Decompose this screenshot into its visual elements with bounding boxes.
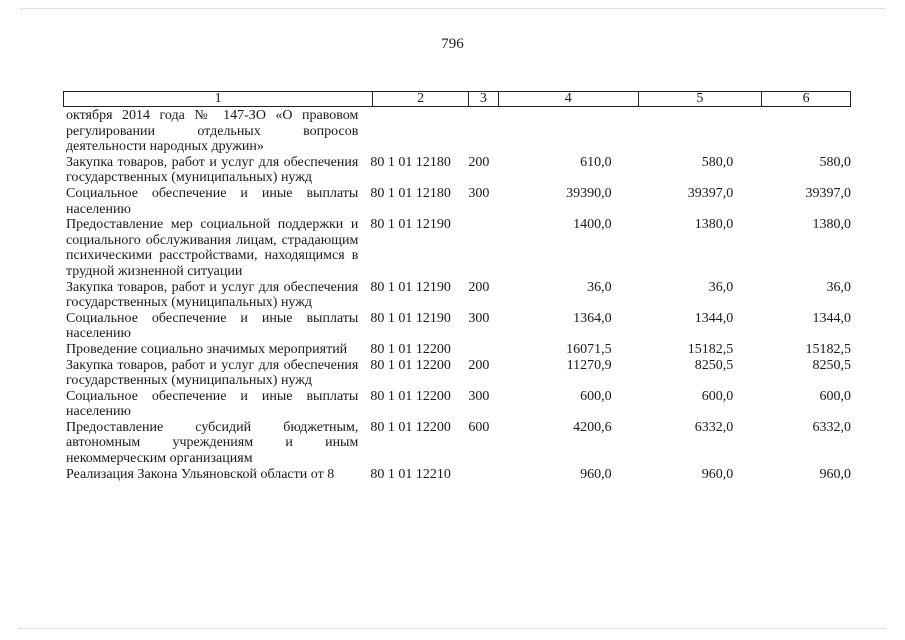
row-value-col6: 1380,0 xyxy=(812,217,851,233)
row-expense-type: 200 xyxy=(468,357,490,373)
row-value-col6: 36,0 xyxy=(826,279,851,295)
row-value-col4: 36,0 xyxy=(587,279,612,295)
table-row xyxy=(66,280,851,311)
row-value-col4: 1364,0 xyxy=(573,310,612,326)
row-value-col4: 600,0 xyxy=(580,388,612,404)
row-value-col6: 1344,0 xyxy=(812,310,851,326)
row-expense-type: 300 xyxy=(468,310,490,326)
page-number: 796 xyxy=(441,36,464,52)
scan-artifact-bottom xyxy=(20,628,885,630)
row-value-col4: 610,0 xyxy=(580,154,612,170)
row-value-col6: 15182,5 xyxy=(805,341,851,357)
row-value-col6: 6332,0 xyxy=(812,419,851,435)
row-code: 80 1 01 12190 xyxy=(370,217,451,233)
row-value-col5: 6332,0 xyxy=(694,419,734,435)
row-description: Предоставление субсидий бюджетным, автономным учреждениям и иным некоммерческим организациям xyxy=(66,419,359,467)
table-row xyxy=(66,186,851,217)
row-description: октября 2014 года № 147-ЗО «О правовом регулировании отдельных вопросов деятельности народных дружин» xyxy=(66,108,359,155)
table-body xyxy=(66,108,851,482)
row-description: Закупка товаров, работ и услуг для обеспечения государственных (муниципальных) нужд xyxy=(66,154,359,186)
table-row xyxy=(66,342,851,358)
row-description: Социальное обеспечение и иные выплаты населению xyxy=(66,388,359,420)
table-row xyxy=(66,467,851,483)
row-value-col5: 580,0 xyxy=(701,154,734,170)
table-row xyxy=(66,217,851,279)
row-code: 80 1 01 12180 xyxy=(370,154,451,170)
row-value-col5: 8250,5 xyxy=(694,357,734,373)
row-code: 80 1 01 12200 xyxy=(370,419,451,435)
row-value-col5: 960,0 xyxy=(701,466,734,482)
header-col-1: 1 xyxy=(64,92,373,106)
row-description: Закупка товаров, работ и услуг для обеспечения государственных (муниципальных) нужд xyxy=(66,279,359,311)
row-value-col4: 4200,6 xyxy=(573,419,612,435)
table-row xyxy=(66,358,851,389)
table-row xyxy=(66,108,851,155)
row-value-col4: 960,0 xyxy=(580,466,612,482)
row-code: 80 1 01 12200 xyxy=(370,341,451,357)
table-row xyxy=(66,311,851,342)
row-code: 80 1 01 12210 xyxy=(370,466,451,482)
table-row xyxy=(66,420,851,467)
row-expense-type: 300 xyxy=(468,388,490,404)
table-row xyxy=(66,389,851,420)
row-value-col4: 16071,5 xyxy=(566,341,612,357)
row-description: Предоставление мер социальной поддержки и социального обслуживания лицам, страдающим психическими расстройствами, находящимся в трудной жизненной ситуации xyxy=(66,217,359,279)
table-row xyxy=(66,155,851,186)
header-col-5: 5 xyxy=(639,92,763,106)
row-value-col6: 39397,0 xyxy=(805,185,851,201)
row-value-col6: 960,0 xyxy=(819,466,851,482)
row-code: 80 1 01 12200 xyxy=(370,357,451,373)
row-code: 80 1 01 12190 xyxy=(370,310,451,326)
scan-artifact-top xyxy=(20,8,885,10)
row-description: Социальное обеспечение и иные выплаты населению xyxy=(66,185,359,217)
row-description: Социальное обеспечение и иные выплаты населению xyxy=(66,310,359,342)
row-expense-type: 200 xyxy=(468,279,490,295)
row-value-col6: 8250,5 xyxy=(812,357,851,373)
row-code: 80 1 01 12200 xyxy=(370,388,451,404)
row-expense-type: 300 xyxy=(468,185,490,201)
row-value-col5: 600,0 xyxy=(701,388,734,404)
header-col-4: 4 xyxy=(499,92,639,106)
row-expense-type: 600 xyxy=(468,419,490,435)
row-value-col5: 1380,0 xyxy=(694,217,734,233)
row-value-col5: 36,0 xyxy=(708,279,734,295)
row-description: Проведение социально значимых мероприятий xyxy=(66,341,348,357)
row-value-col4: 39390,0 xyxy=(566,185,612,201)
header-col-2: 2 xyxy=(373,92,469,106)
row-value-col5: 1344,0 xyxy=(694,310,734,326)
row-value-col4: 1400,0 xyxy=(573,217,612,233)
table-header xyxy=(63,91,851,107)
row-value-col5: 39397,0 xyxy=(687,185,734,201)
row-description: Закупка товаров, работ и услуг для обеспечения государственных (муниципальных) нужд xyxy=(66,357,359,389)
header-col-6: 6 xyxy=(802,91,810,106)
row-value-col6: 580,0 xyxy=(819,154,851,170)
row-description: Реализация Закона Ульяновской области от 8 xyxy=(66,466,335,482)
row-value-col5: 15182,5 xyxy=(687,341,734,357)
row-value-col4: 11270,9 xyxy=(566,357,612,373)
row-code: 80 1 01 12190 xyxy=(370,279,451,295)
header-col-3: 3 xyxy=(469,92,499,106)
row-expense-type: 200 xyxy=(468,154,490,170)
row-code: 80 1 01 12180 xyxy=(370,185,451,201)
row-value-col6: 600,0 xyxy=(819,388,851,404)
